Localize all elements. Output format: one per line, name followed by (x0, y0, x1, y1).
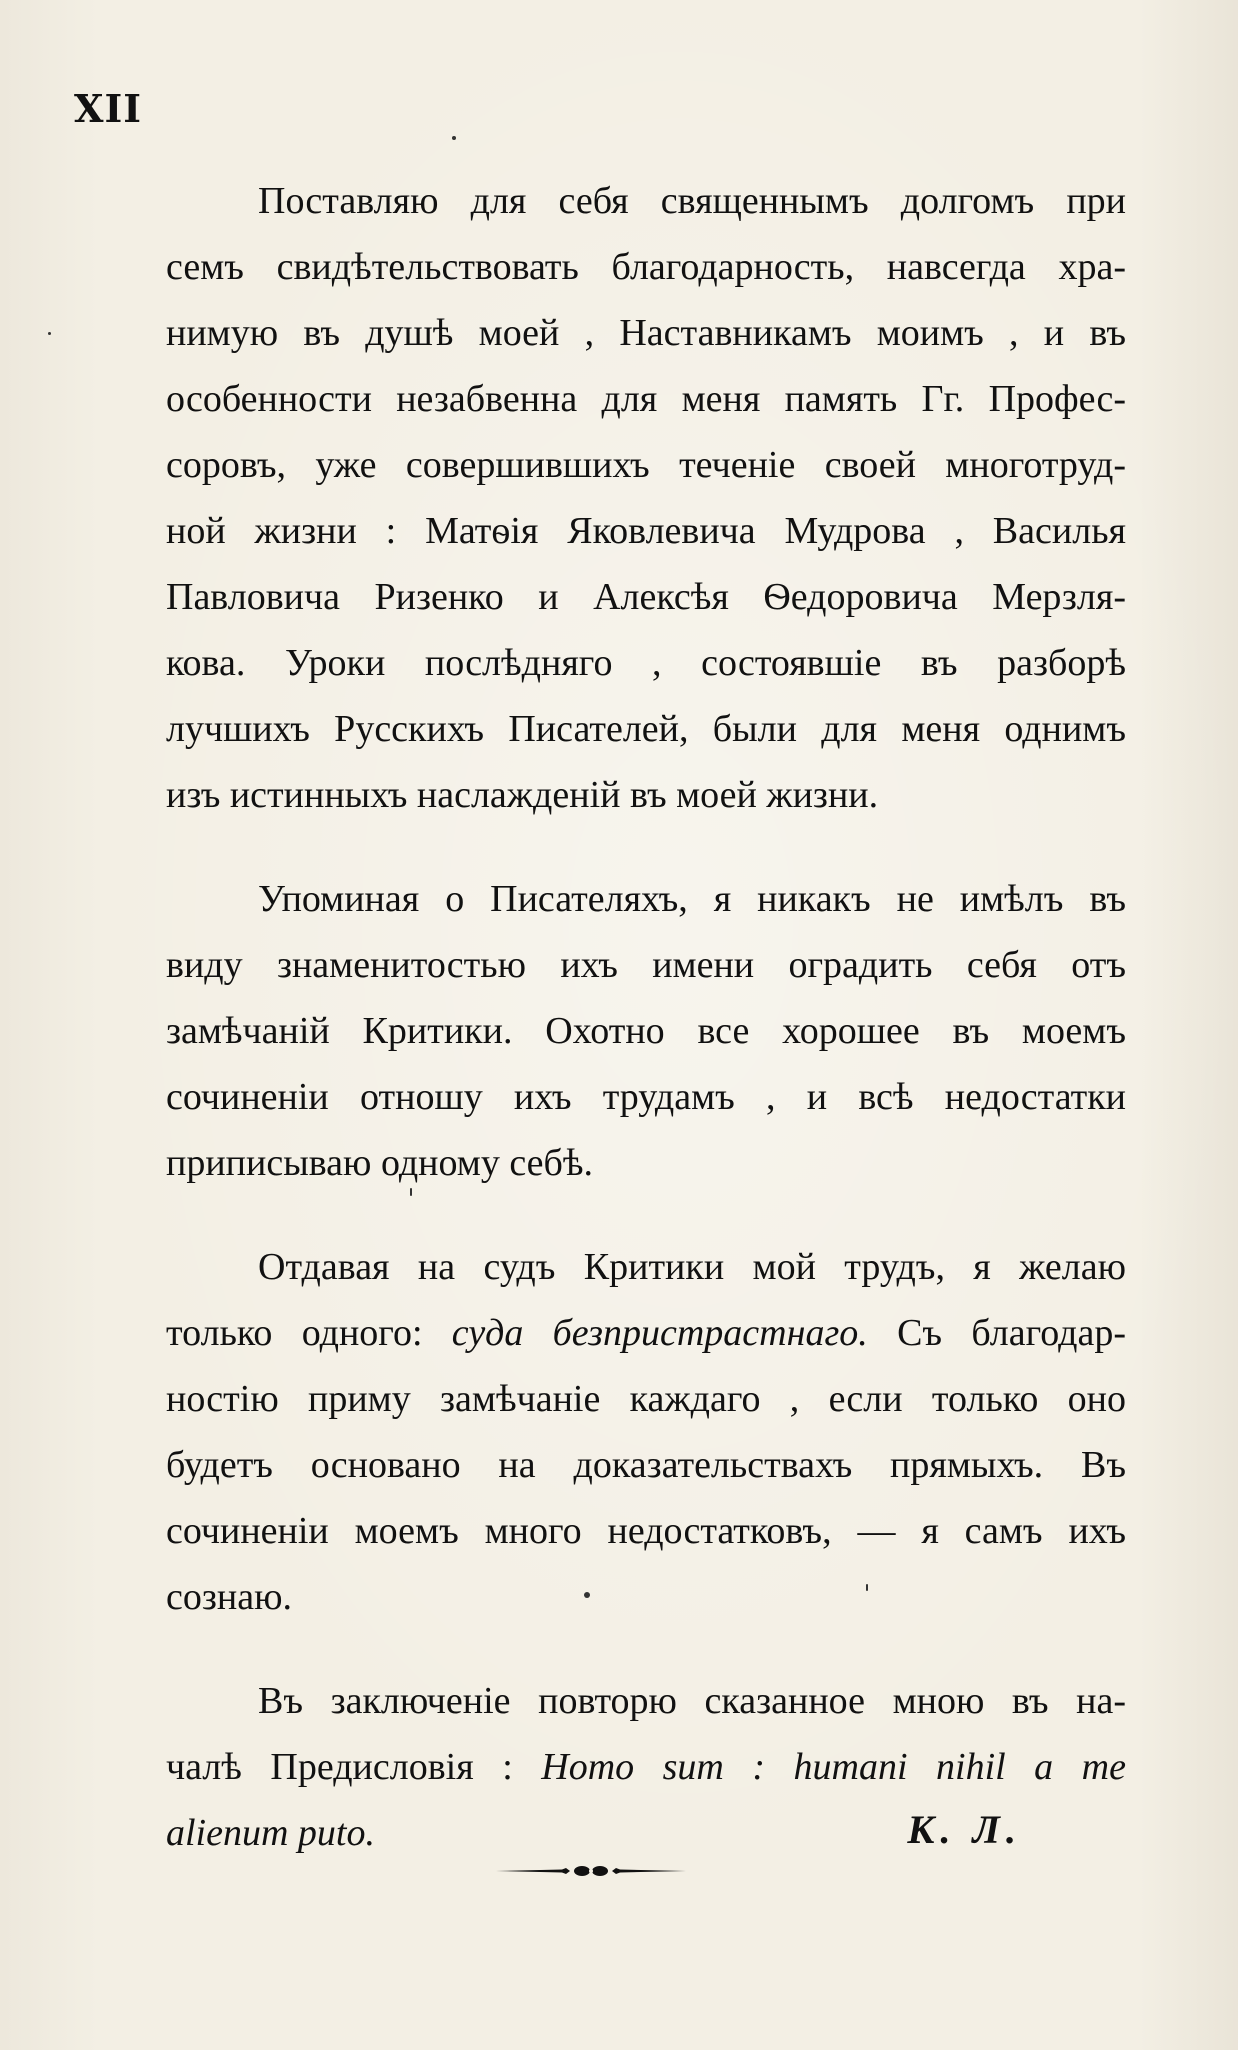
text-fragment: чалѣ Предисловія : (166, 1746, 542, 1788)
page-text (74, 168, 1126, 1904)
latin-quote-end: alienum puto. (166, 1812, 375, 1854)
paragraph-writers (74, 866, 1126, 1196)
ornament-divider (496, 1864, 686, 1878)
text-line: сочиненіи отношу ихъ трудамъ , и всѣ недостатки (166, 1076, 1126, 1118)
italic-phrase: суда безпристрастнаго. (451, 1312, 868, 1354)
text-line: сочиненіи моемъ много недостатковъ, — я самъ ихъ (166, 1510, 1126, 1552)
text-line: соровъ, уже совершившихъ теченіе своей многотруд- (166, 444, 1126, 486)
text-line: будетъ основано на доказательствахъ прямыхъ. Въ (166, 1444, 1126, 1486)
text-line: семъ свидѣтельствовать благодарность, навсегда хра- (166, 246, 1126, 288)
text-fragment: Съ благодар- (867, 1312, 1126, 1354)
paragraph-criticism (74, 1234, 1126, 1630)
text-line: особенности незабвенна для меня память Гг. Профес- (166, 378, 1126, 420)
text-line: Отдавая на судъ Критики мой трудъ, я желаю (258, 1246, 1126, 1288)
print-speck (452, 136, 456, 140)
text-fragment: только одного: (166, 1312, 452, 1354)
text-line: изъ истинныхъ наслажденій въ моей жизни. (166, 774, 879, 816)
print-speck (48, 332, 51, 335)
text-line: Поставляю для себя священнымъ долгомъ при (258, 180, 1126, 222)
print-speck (866, 1584, 868, 1591)
text-line: сознаю. (166, 1576, 292, 1618)
paragraph-gratitude (74, 168, 1126, 828)
text-line-mixed (74, 1734, 1126, 1800)
print-speck (410, 1188, 412, 1196)
text-line: лучшихъ Русскихъ Писателей, были для меня однимъ (166, 708, 1126, 750)
print-speck (584, 1592, 590, 1598)
text-line: Упоминая о Писателяхъ, я никакъ не имѣлъ въ (258, 878, 1126, 920)
text-line: кова. Уроки послѣдняго , состоявшіе въ разборѣ (166, 642, 1126, 684)
text-line: виду знаменитостью ихъ имени оградить себя отъ (166, 944, 1126, 986)
text-line: Въ заключеніе повторю сказанное мною въ на- (258, 1680, 1126, 1722)
author-signature: К. Л. (907, 1807, 1022, 1852)
page-number: XII (74, 86, 143, 131)
latin-quote: Homo sum : humani nihil a me (541, 1746, 1126, 1788)
text-line: нимую въ душѣ моей , Наставникамъ моимъ , и въ (166, 312, 1126, 354)
text-line: замѣчаній Критики. Охотно все хорошее въ моемъ (166, 1010, 1126, 1052)
text-line: Павловича Ризенко и Алексѣя Ѳедоровича Мерзля- (166, 576, 1126, 618)
text-line-mixed (74, 1300, 1126, 1366)
text-line: ностію приму замѣчаніе каждаго , если только оно (166, 1378, 1126, 1420)
text-line: приписываю одному себѣ. (166, 1142, 593, 1184)
text-line: ной жизни : Матѳія Яковлевича Мудрова , Василья (166, 510, 1126, 552)
